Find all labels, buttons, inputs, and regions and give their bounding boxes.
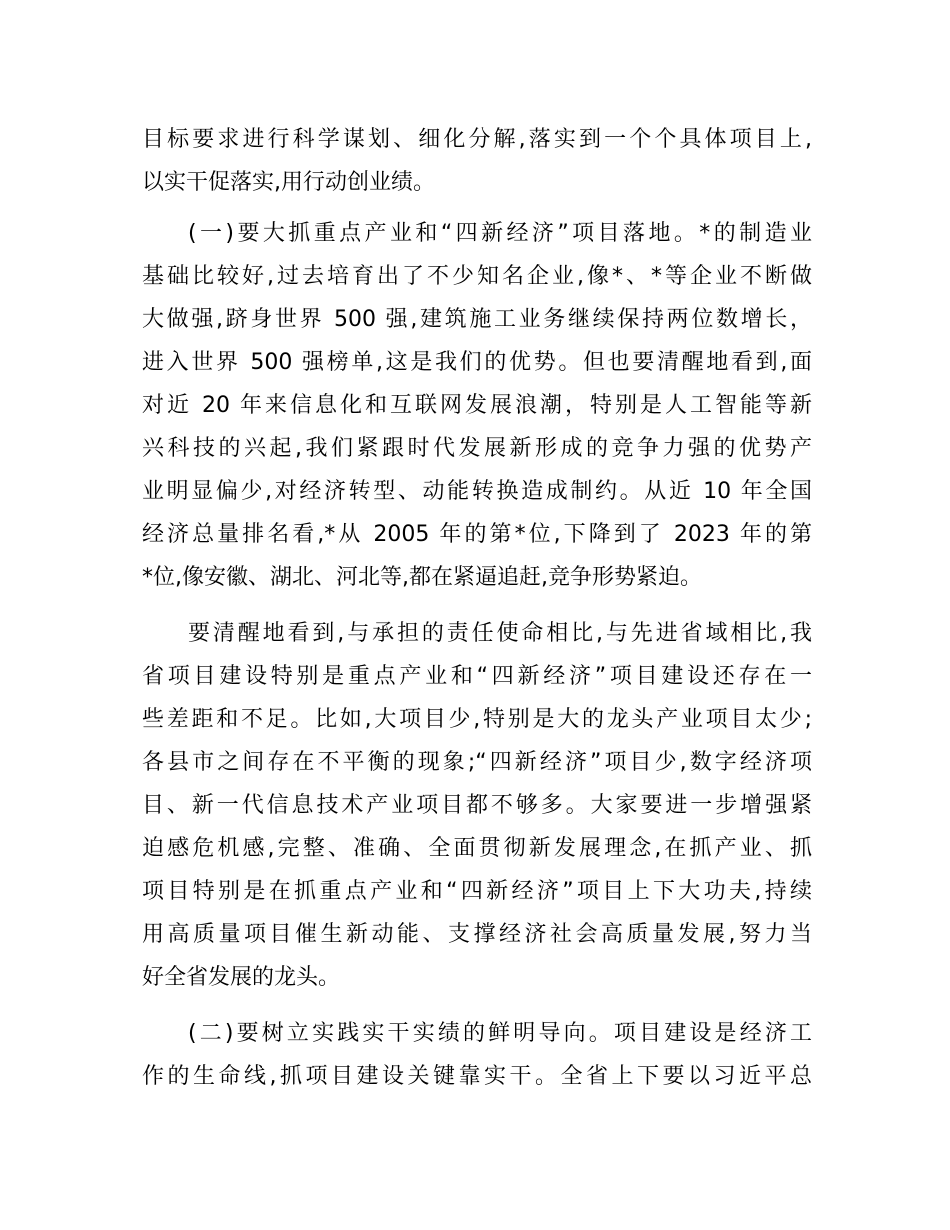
text-line: 基础比较好,过去培育出了不少知名企业,像*、*等企业不断做 bbox=[142, 264, 812, 289]
text-line: 大做强,跻身世界 500 强,建筑施工业务继续保持两位数增长， bbox=[142, 307, 812, 332]
text-line: 项目特别是在抓重点产业和“四新经济”项目上下大功夫,持续 bbox=[142, 879, 812, 904]
text-line: 作的生命线,抓项目建设关键靠实干。全省上下要以习近平总 bbox=[142, 1064, 812, 1089]
text-line: 省项目建设特别是重点产业和“四新经济”项目建设还存在一 bbox=[142, 664, 812, 689]
text-line: (一)要大抓重点产业和“四新经济”项目落地。*的制造业 bbox=[188, 221, 812, 246]
text-line: 目标要求进行科学谋划、细化分解,落实到一个个具体项目上, bbox=[142, 127, 812, 152]
text-line: 用高质量项目催生新动能、支撑经济社会高质量发展,努力当 bbox=[142, 922, 812, 947]
text-line: 对近 20 年来信息化和互联网发展浪潮，特别是人工智能等新 bbox=[142, 393, 812, 418]
text-line: 迫感危机感,完整、准确、全面贯彻新发展理念,在抓产业、抓 bbox=[142, 836, 812, 861]
text-line: 目、新一代信息技术产业项目都不够多。大家要进一步增强紧 bbox=[142, 793, 812, 818]
text-line: 各县市之间存在不平衡的现象;“四新经济”项目少,数字经济项 bbox=[142, 750, 812, 775]
text-line: *位,像安徽、湖北、河北等,都在紧逼追赶,竞争形势紧迫。 bbox=[142, 565, 702, 590]
text-line: 业明显偏少,对经济转型、动能转换造成制约。从近 10 年全国 bbox=[142, 479, 812, 504]
text-line: 进入世界 500 强榜单,这是我们的优势。但也要清醒地看到,面 bbox=[142, 350, 812, 375]
text-line: 些差距和不足。比如,大项目少,特别是大的龙头产业项目太少; bbox=[142, 707, 812, 732]
text-line: (二)要树立实践实干实绩的鲜明导向。项目建设是经济工 bbox=[188, 1021, 812, 1046]
text-line: 好全省发展的龙头。 bbox=[142, 965, 341, 990]
text-line: 以实干促落实,用行动创业绩。 bbox=[142, 170, 435, 195]
text-line: 兴科技的兴起,我们紧跟时代发展新形成的竞争力强的优势产 bbox=[142, 436, 812, 461]
text-line: 经济总量排名看,*从 2005 年的第*位,下降到了 2023 年的第 bbox=[142, 522, 812, 547]
text-line: 要清醒地看到,与承担的责任使命相比,与先进省域相比,我 bbox=[188, 621, 812, 646]
